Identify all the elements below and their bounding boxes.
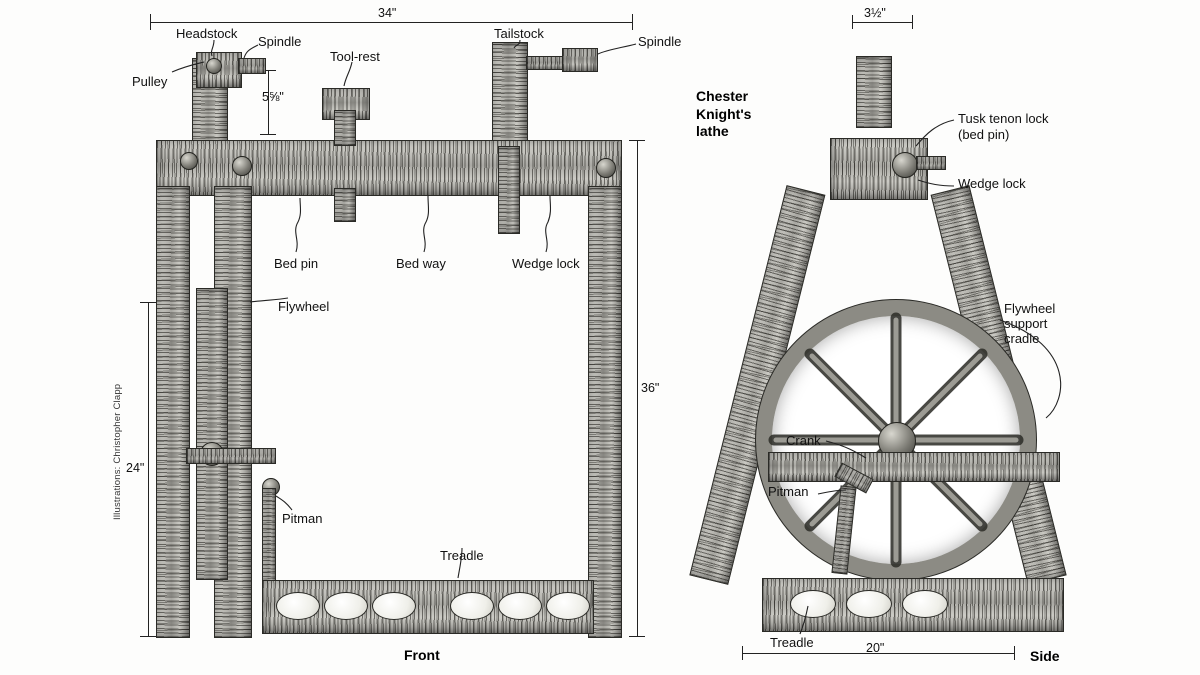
pitman-rod <box>262 488 276 594</box>
label-tusk-tenon-lock: Tusk tenon lock <box>958 111 1049 126</box>
front-leg-height-dimension-line <box>148 302 149 636</box>
side-top-width-tick-left <box>852 15 853 29</box>
side-treadle-hole-3 <box>902 590 948 618</box>
side-base-width-tick-right <box>1014 646 1015 660</box>
front-width-tick-right <box>632 14 633 30</box>
side-treadle-hole-1 <box>790 590 836 618</box>
treadle-hole-5 <box>498 592 542 620</box>
label-tusk-tenon-lock-sub: (bed pin) <box>958 127 1010 142</box>
label-tool-rest: Tool-rest <box>330 49 380 64</box>
side-spindle <box>916 156 946 170</box>
label-pulley: Pulley <box>132 74 168 89</box>
bed-peg-2 <box>232 156 252 176</box>
figure-title <box>696 88 751 141</box>
front-height-dimension: 36" <box>641 381 660 395</box>
treadle-hole-1 <box>276 592 320 620</box>
side-top-width-tick-right <box>912 15 913 29</box>
label-pitman-side: Pitman <box>768 484 809 499</box>
treadle-hole-6 <box>546 592 590 620</box>
side-top-width-line <box>852 22 912 23</box>
label-tailstock: Tailstock <box>494 26 544 41</box>
label-spindle-left: Spindle <box>258 34 302 49</box>
label-headstock: Headstock <box>176 26 238 41</box>
treadle-hole-4 <box>450 592 494 620</box>
figure-title-line-2: Knight's <box>696 105 752 122</box>
pulley-boss <box>206 58 222 74</box>
label-bed-way: Bed way <box>396 256 446 271</box>
side-axle-beam <box>768 452 1060 482</box>
label-flywheel-support-cradle-2: support <box>1004 316 1048 331</box>
front-leg-height-tick-bottom <box>140 636 156 637</box>
figure-title-line-3: lathe <box>696 123 729 139</box>
treadle-hole-2 <box>324 592 368 620</box>
bed-peg-3 <box>596 158 616 178</box>
side-base-width-tick-left <box>742 646 743 660</box>
front-right-leg <box>588 186 622 638</box>
side-base-width-dimension: 20" <box>866 641 885 655</box>
label-crank: Crank <box>786 433 821 448</box>
view-label-front: Front <box>404 647 440 663</box>
front-height-dimension-line <box>637 140 638 636</box>
tailstock-post <box>492 42 528 150</box>
label-flywheel: Flywheel <box>278 299 330 314</box>
illustration-credit: Illustrations: Christopher Clapp <box>112 383 123 520</box>
flywheel-edge <box>196 288 228 580</box>
label-spindle-right: Spindle <box>638 34 682 49</box>
treadle-hole-3 <box>372 592 416 620</box>
front-height-tick-top <box>629 140 645 141</box>
front-leg-height-tick-top <box>140 302 156 303</box>
tool-rest-tenon <box>334 188 356 222</box>
front-width-tick-left <box>150 14 151 30</box>
headstock-height-dimension: 5⅝" <box>262 90 284 104</box>
front-width-dimension-line <box>150 22 632 23</box>
front-height-tick-bottom <box>629 636 645 637</box>
wedge-lock-front <box>498 146 520 234</box>
headstock-spindle <box>238 58 266 74</box>
label-wedge-lock: Wedge lock <box>512 256 580 271</box>
front-leg-height-dimension: 24" <box>126 461 145 475</box>
front-left-leg <box>156 186 190 638</box>
front-width-dimension: 34" <box>378 6 397 20</box>
side-top-post <box>856 56 892 128</box>
label-pitman: Pitman <box>282 511 323 526</box>
label-wedge-lock-side: Wedge lock <box>958 176 1026 191</box>
label-treadle-side: Treadle <box>770 635 814 650</box>
side-treadle-hole-2 <box>846 590 892 618</box>
bed-peg-1 <box>180 152 198 170</box>
tool-rest-stem <box>334 110 356 146</box>
label-bed-pin: Bed pin <box>274 256 319 271</box>
label-flywheel-support-cradle-3: cradle <box>1004 331 1040 346</box>
figure-title-line-1: Chester <box>696 88 749 104</box>
view-label-side: Side <box>1030 648 1060 664</box>
side-top-width-dimension: 3½" <box>864 6 886 20</box>
tailstock-handle <box>562 48 598 72</box>
crank-axle <box>186 448 276 464</box>
headstock-height-tick-bottom <box>260 134 276 135</box>
label-flywheel-support-cradle-1: Flywheel <box>1004 301 1056 316</box>
label-treadle: Treadle <box>440 548 484 563</box>
side-pulley <box>892 152 918 178</box>
